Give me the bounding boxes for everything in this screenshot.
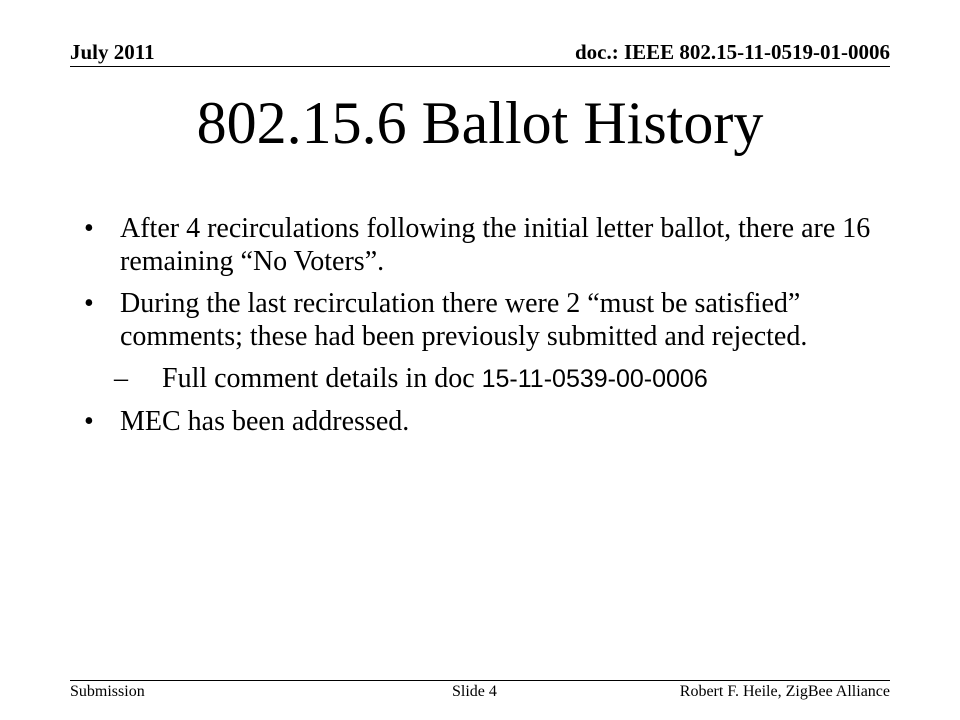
slide-title: 802.15.6 Ballot History bbox=[196, 90, 764, 156]
doc-reference: 15-11-0539-00-0006 bbox=[481, 365, 708, 393]
footer-slide-number: Slide 4 bbox=[452, 683, 497, 700]
sub-bullet-text: Full comment details in doc bbox=[162, 363, 482, 394]
bullet-text: After 4 recirculations following the initial letter ballot, there are 16 remaining “No Voters”. bbox=[120, 213, 871, 277]
header-doc-id: doc.: IEEE 802.15-11-0519-01-0006 bbox=[575, 40, 890, 64]
bullet-item bbox=[80, 405, 900, 438]
bullet-text: During the last recirculation there were 2 “must be satisfied” comments; these had been previously submitted and rejected. bbox=[120, 288, 808, 352]
bullet-item bbox=[80, 287, 900, 353]
bullet-text: MEC has been addressed. bbox=[120, 406, 410, 437]
footer-submission: Submission bbox=[70, 683, 145, 700]
sub-bullet-item bbox=[80, 362, 900, 396]
bullet-list bbox=[80, 212, 900, 447]
header-divider bbox=[70, 66, 890, 67]
dash-icon: – bbox=[114, 363, 128, 394]
bullet-dot-icon: • bbox=[84, 213, 94, 244]
footer-divider bbox=[70, 680, 890, 681]
bullet-dot-icon: • bbox=[84, 288, 94, 319]
header-date: July 2011 bbox=[70, 40, 155, 64]
bullet-item bbox=[80, 212, 900, 278]
footer-author: Robert F. Heile, ZigBee Alliance bbox=[679, 683, 890, 700]
bullet-dot-icon: • bbox=[84, 406, 94, 437]
